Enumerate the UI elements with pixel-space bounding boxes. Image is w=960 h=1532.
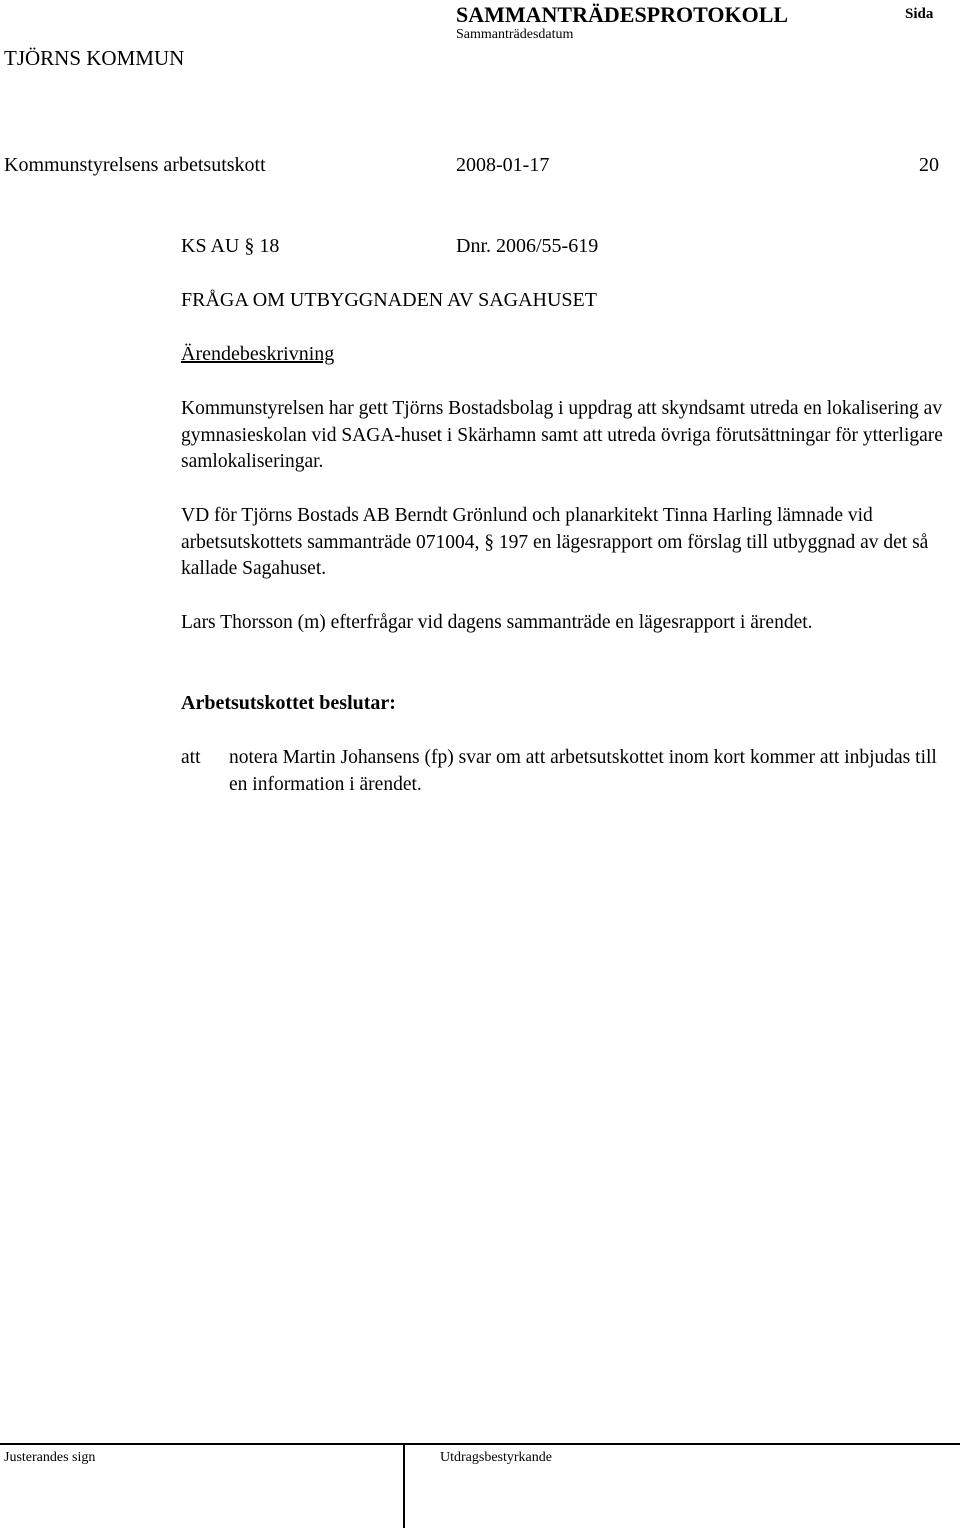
page-number: 20	[919, 154, 939, 176]
paragraph-1	[181, 396, 956, 476]
decision-text-block	[229, 745, 957, 798]
case-dnr: Dnr. 2006/55-619	[456, 235, 599, 257]
organization-name: TJÖRNS KOMMUN	[4, 46, 185, 70]
footer-divider	[0, 1443, 960, 1445]
footer-vertical-divider	[403, 1443, 405, 1528]
decision-text: notera Martin Johansens (fp) svar om att arbetsutskottet inom kort kommer att inbjudas till en information i ärendet.	[229, 747, 937, 795]
case-title: FRÅGA OM UTBYGGNADEN AV SAGAHUSET	[181, 289, 597, 311]
meeting-date: 2008-01-17	[456, 154, 550, 176]
page-label: Sida	[905, 6, 934, 22]
paragraph-2	[181, 503, 956, 583]
decision-prefix: att	[181, 747, 201, 768]
paragraph-text: Kommunstyrelsen har gett Tjörns Bostadsbolag i uppdrag att skyndsamt utreda en lokalisering av gymnasieskolan vid SAGA-huset i Skärhamn samt att utreda övriga förutsättningar för ytterligare samlokaliseringar.	[181, 398, 943, 472]
paragraph-3	[181, 610, 956, 637]
committee-name: Kommunstyrelsens arbetsutskott	[4, 154, 266, 176]
document-title: SAMMANTRÄDESPROTOKOLL	[456, 2, 789, 27]
date-label: Sammanträdesdatum	[456, 27, 574, 42]
footer-signature-label: Justerandes sign	[4, 1450, 96, 1465]
decision-heading: Arbetsutskottet beslutar:	[181, 692, 396, 714]
paragraph-text: Lars Thorsson (m) efterfrågar vid dagens sammanträde en lägesrapport i ärendet.	[181, 612, 813, 633]
footer-certification-label: Utdragsbestyrkande	[440, 1450, 552, 1465]
case-number: KS AU § 18	[181, 235, 280, 257]
section-heading: Ärendebeskrivning	[181, 343, 335, 365]
paragraph-text: VD för Tjörns Bostads AB Berndt Grönlund och planarkitekt Tinna Harling lämnade vid arbetsutskottets sammanträde 071004, § 197 en lägesrapport om förslag till utbyggnad av det så kallade Sagahuset.	[181, 505, 929, 579]
